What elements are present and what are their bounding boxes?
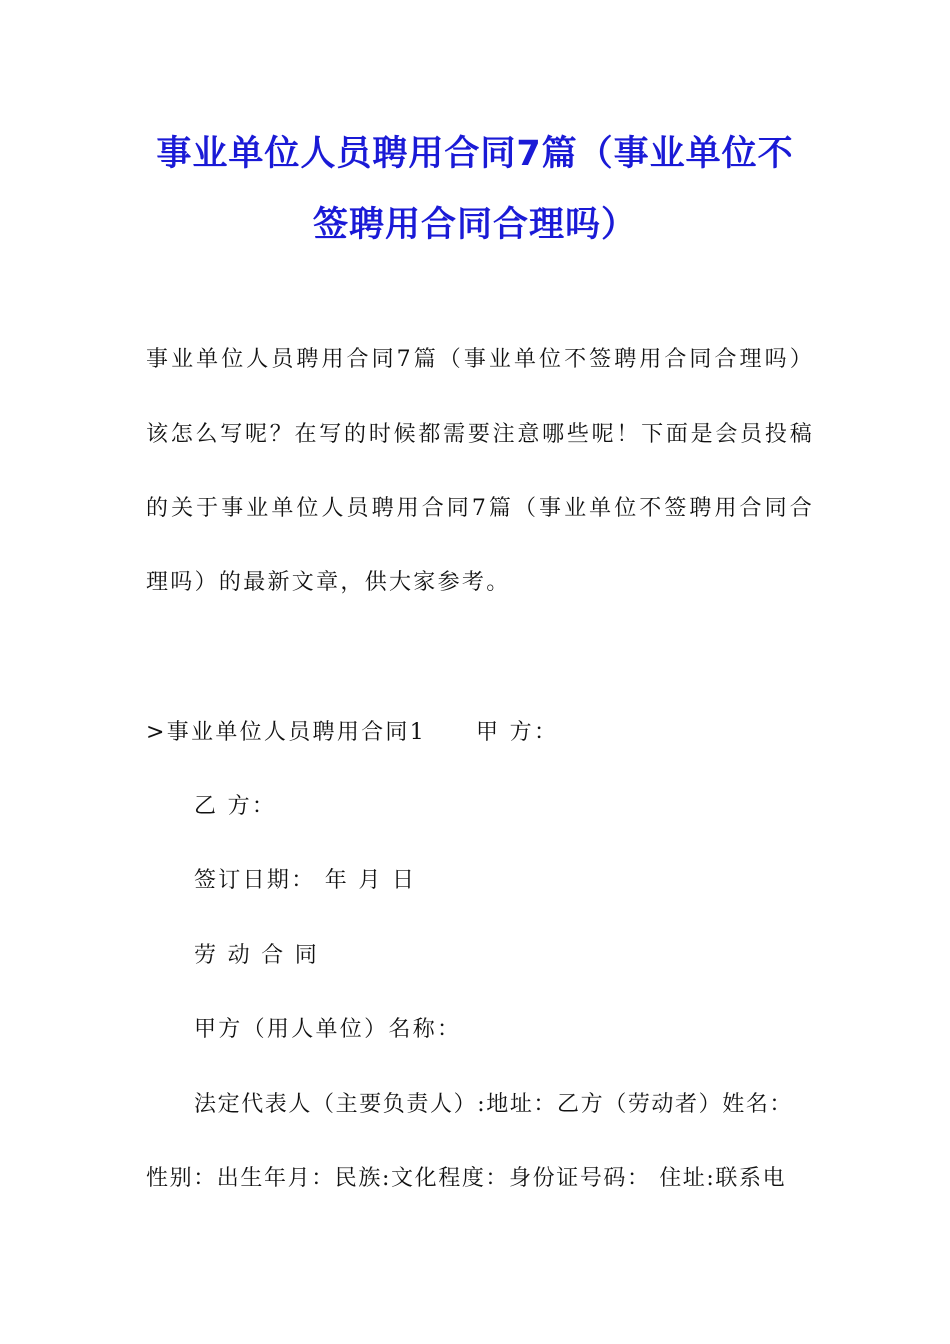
sign-date: 签订日期： 年 月 日 <box>194 868 417 893</box>
document-title-line-2: 签聘用合同合理吗） <box>312 205 637 245</box>
representative-line: 法定代表人（主要负责人）:地址：乙方（劳动者）姓名： <box>194 1092 794 1117</box>
document-title-line-1: 事业单位人员聘用合同7篇（事业单位不 <box>156 134 794 174</box>
intro-line-4: 理吗）的最新文章，供大家参考。 <box>146 570 511 595</box>
section-heading: >事业单位人员聘用合同1 <box>146 720 427 745</box>
employer-name-label: 甲方（用人单位）名称： <box>194 1017 462 1042</box>
personal-info-line: 性别：出生年月：民族:文化程度：身份证号码： 住址:联系电 <box>146 1166 787 1191</box>
contract-title: 劳 动 合 同 <box>194 943 320 968</box>
section-heading-row <box>146 718 814 748</box>
intro-line-3: 的关于事业单位人员聘用合同7篇（事业单位不签聘用合同合 <box>146 496 814 521</box>
intro-line-1: 事业单位人员聘用合同7篇（事业单位不签聘用合同合理吗） <box>146 347 814 372</box>
intro-line-2: 该怎么写呢？在写的时候都需要注意哪些呢！下面是会员投稿 <box>146 422 814 447</box>
party-b-label: 乙 方： <box>194 794 277 819</box>
party-a-label: 甲 方： <box>476 720 559 745</box>
